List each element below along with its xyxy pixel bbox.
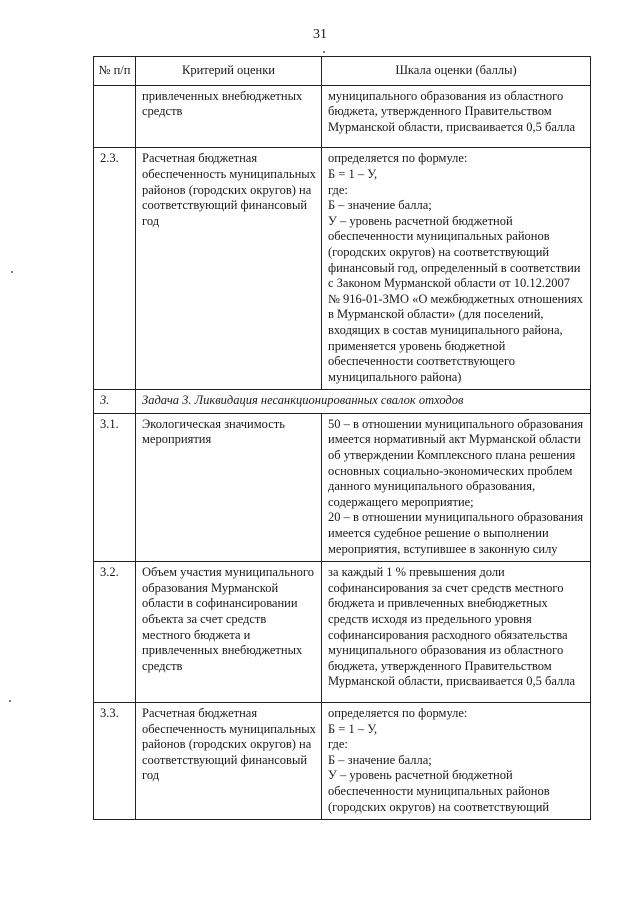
criteria-table <box>93 56 591 820</box>
row-scale <box>322 413 591 561</box>
header-scale: Шкала оценки (баллы) <box>322 57 591 86</box>
scale-line: Б = 1 – У, <box>328 721 378 736</box>
scale-line: 50 – в отношении муниципального образования имеется нормативный акт Мурманской области об утверждении Комплексного плана решения основных социально-экономических проблем данного муниципального образования, содержащего мероприятие; <box>328 416 584 509</box>
row-num: 3.1. <box>94 413 136 561</box>
row-scale <box>322 702 591 819</box>
table-row <box>94 85 591 148</box>
table-row <box>94 148 591 390</box>
scale-line: У – уровень расчетной бюджетной обеспеченности муниципальных районов (городских округов) на соответствующий <box>328 768 550 814</box>
scale-line: Б – значение балла; <box>328 752 432 767</box>
scale-line: 20 – в отношении муниципального образования имеется судебное решение о выполнении мероприятия, вступившее в законную силу <box>328 510 584 556</box>
scan-speck <box>323 51 325 53</box>
row-criterion: Объем участия муниципального образования Мурманской области в софинансировании объекта за счет средств местного бюджета и привлеченных внебюджетных средств <box>136 562 322 703</box>
scale-line: определяется по формуле: <box>328 151 468 166</box>
header-criterion: Критерий оценки <box>136 57 322 86</box>
page-number: 31 <box>313 27 327 42</box>
scale-line: определяется по формуле: <box>328 705 468 720</box>
row-num: 3.2. <box>94 562 136 703</box>
scan-speck <box>11 271 13 273</box>
row-criterion: Экологическая значимость мероприятия <box>136 413 322 561</box>
row-num: 3.3. <box>94 702 136 819</box>
scale-line: где: <box>328 182 348 197</box>
row-scale <box>322 148 591 390</box>
table-row <box>94 413 591 561</box>
table-row <box>94 702 591 819</box>
row-scale: за каждый 1 % превышения доли софинансирования за счет средств местного бюджета и привлеченных внебюджетных средств исходя из предельного уровня софинансирования расходного обязательства муниципального образования из областного бюджета, утвержденного Правительством Мурманской области, присваивается 0,5 балла <box>322 562 591 703</box>
row-num <box>94 85 136 148</box>
row-criterion: Расчетная бюджетная обеспеченность муниципальных районов (городских округов) на соответствующий финансовый год <box>136 148 322 390</box>
section-title: Задача 3. Ликвидация несанкционированных свалок отходов <box>136 390 591 414</box>
section-num: 3. <box>94 390 136 414</box>
scale-line: Б = 1 – У, <box>328 166 378 181</box>
table-row <box>94 562 591 703</box>
section-row <box>94 390 591 414</box>
scale-line: где: <box>328 737 348 752</box>
scale-line: Б – значение балла; <box>328 198 432 213</box>
scan-speck <box>9 700 11 702</box>
scale-line: У – уровень расчетной бюджетной обеспеченности муниципальных районов (городских округов) на соответствующий финансовый год, определенный в соответствии с Законом Мурманской области от 10.12.2007 № 916-01-ЗМО «О межбюджетных отношениях в Мурманской области» (для поселений, входящих в состав муниципального района, применяется уровень бюджетной обеспеченности соответствующего муниципального района) <box>328 213 583 384</box>
row-criterion: Расчетная бюджетная обеспеченность муниципальных районов (городских округов) на соответствующий финансовый год <box>136 702 322 819</box>
row-criterion: привлеченных внебюджетных средств <box>136 85 322 148</box>
header-num: № п/п <box>94 57 136 86</box>
table-header-row <box>94 57 591 86</box>
row-scale: муниципального образования из областного бюджета, утвержденного Правительством Мурманской области, присваивается 0,5 балла <box>322 85 591 148</box>
row-num: 2.3. <box>94 148 136 390</box>
